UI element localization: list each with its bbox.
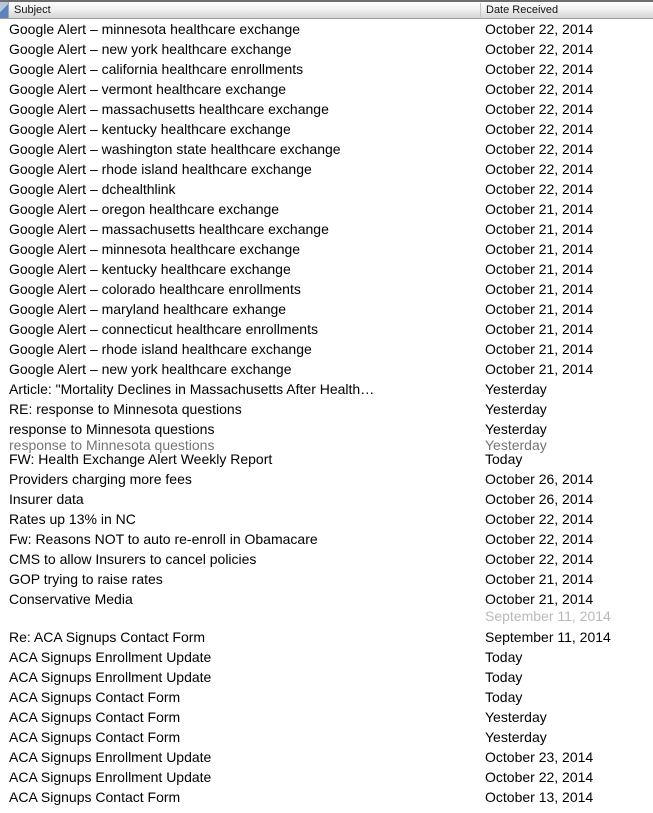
message-subject: Conservative Media	[9, 591, 133, 607]
message-subject: RE: response to Minnesota questions	[9, 401, 242, 417]
message-subject: ACA Signups Enrollment Update	[9, 749, 212, 765]
message-row[interactable]	[0, 667, 653, 687]
message-subject: response to Minnesota questions	[9, 437, 215, 453]
message-row[interactable]	[0, 239, 653, 259]
message-list	[0, 19, 653, 807]
message-row[interactable]	[0, 319, 653, 339]
message-date-received: October 21, 2014	[485, 261, 594, 277]
message-date-received: October 21, 2014	[485, 321, 594, 337]
message-subject: Google Alert – washington state healthcare exchange	[9, 141, 341, 157]
message-date-received: October 22, 2014	[485, 511, 594, 527]
message-date-received: October 21, 2014	[485, 301, 594, 317]
message-row[interactable]	[0, 39, 653, 59]
message-subject: Google Alert – minnesota healthcare exchange	[9, 21, 301, 37]
message-date-received: Today	[485, 451, 523, 467]
message-date-received: October 21, 2014	[485, 341, 594, 357]
message-row[interactable]	[0, 79, 653, 99]
message-date-received: October 21, 2014	[485, 201, 594, 217]
message-row[interactable]	[0, 259, 653, 279]
message-date-received: Yesterday	[485, 381, 547, 397]
message-row[interactable]	[0, 99, 653, 119]
message-row[interactable]	[0, 119, 653, 139]
message-row[interactable]	[0, 339, 653, 359]
message-subject: Google Alert – california healthcare enrollments	[9, 61, 304, 77]
message-date-received: Today	[485, 689, 523, 705]
message-date-received: Yesterday	[485, 421, 547, 437]
message-subject: Rates up 13% in NC	[9, 511, 136, 527]
message-row[interactable]	[0, 529, 653, 549]
column-divider[interactable]	[480, 3, 481, 17]
message-row-clipped[interactable]	[0, 437, 653, 453]
message-date-received: October 22, 2014	[485, 551, 594, 567]
message-row[interactable]	[0, 59, 653, 79]
sort-indicator-icon[interactable]	[0, 2, 9, 18]
message-row[interactable]	[0, 747, 653, 767]
message-row[interactable]	[0, 549, 653, 569]
message-date-received: October 26, 2014	[485, 491, 594, 507]
column-header-date[interactable]: Date Received	[486, 4, 559, 16]
message-row[interactable]	[0, 727, 653, 747]
message-subject: GOP trying to raise rates	[9, 571, 163, 587]
message-subject: Google Alert – colorado healthcare enrollments	[9, 281, 301, 297]
message-subject: Google Alert – rhode island healthcare exchange	[9, 341, 312, 357]
message-date-received: October 22, 2014	[485, 101, 594, 117]
message-subject: ACA Signups Contact Form	[9, 789, 181, 805]
message-date-received: Yesterday	[485, 437, 547, 453]
message-row[interactable]	[0, 647, 653, 667]
message-subject: Article: "Mortality Declines in Massachusetts After Health…	[9, 381, 375, 397]
message-row[interactable]	[0, 707, 653, 727]
message-row[interactable]	[0, 489, 653, 509]
message-subject: Google Alert – new york healthcare exchange	[9, 361, 292, 377]
message-row[interactable]	[0, 279, 653, 299]
message-subject: ACA Signups Contact Form	[9, 729, 181, 745]
message-subject: Google Alert – vermont healthcare exchange	[9, 81, 287, 97]
message-subject: Insurer data	[9, 491, 84, 507]
message-row[interactable]	[0, 509, 653, 529]
message-date-received: Yesterday	[485, 709, 547, 725]
message-row[interactable]	[0, 359, 653, 379]
message-row[interactable]	[0, 139, 653, 159]
message-row[interactable]	[0, 687, 653, 707]
list-header	[0, 0, 653, 19]
message-date-received: October 22, 2014	[485, 41, 594, 57]
message-date-received: October 22, 2014	[485, 21, 594, 37]
message-date-received: October 22, 2014	[485, 769, 594, 785]
message-subject: Google Alert – rhode island healthcare exchange	[9, 161, 312, 177]
message-row[interactable]	[0, 399, 653, 419]
message-subject: ACA Signups Enrollment Update	[9, 769, 212, 785]
message-row[interactable]	[0, 469, 653, 489]
message-subject: Google Alert – oregon healthcare exchange	[9, 201, 280, 217]
clipped-date-fragment: September 11, 2014	[485, 608, 611, 624]
message-date-received: October 22, 2014	[485, 181, 594, 197]
message-date-received: October 21, 2014	[485, 571, 594, 587]
message-subject: ACA Signups Contact Form	[9, 689, 181, 705]
message-date-received: October 21, 2014	[485, 281, 594, 297]
message-date-received: October 22, 2014	[485, 531, 594, 547]
message-subject: CMS to allow Insurers to cancel policies	[9, 551, 257, 567]
message-date-received: October 21, 2014	[485, 241, 594, 257]
message-row[interactable]	[0, 449, 653, 469]
message-row[interactable]	[0, 379, 653, 399]
message-subject: FW: Health Exchange Alert Weekly Report	[9, 451, 273, 467]
list-gap	[0, 609, 653, 627]
message-date-received: October 21, 2014	[485, 221, 594, 237]
message-date-received: October 22, 2014	[485, 121, 594, 137]
message-subject: Google Alert – massachusetts healthcare exchange	[9, 101, 329, 117]
message-subject: Re: ACA Signups Contact Form	[9, 629, 206, 645]
message-row[interactable]	[0, 767, 653, 787]
message-date-received: October 26, 2014	[485, 471, 594, 487]
message-date-received: October 22, 2014	[485, 141, 594, 157]
message-subject: response to Minnesota questions	[9, 421, 215, 437]
message-date-received: October 21, 2014	[485, 361, 594, 377]
message-subject: ACA Signups Enrollment Update	[9, 669, 212, 685]
message-date-received: October 22, 2014	[485, 61, 594, 77]
message-row[interactable]	[0, 787, 653, 807]
message-date-received: Today	[485, 669, 523, 685]
message-subject: Google Alert – minnesota healthcare exchange	[9, 241, 301, 257]
column-header-subject[interactable]: Subject	[14, 4, 51, 16]
message-subject: Google Alert – kentucky healthcare exchange	[9, 261, 291, 277]
message-row[interactable]	[0, 159, 653, 179]
message-subject: Google Alert – maryland healthcare exhange	[9, 301, 287, 317]
message-subject: Providers charging more fees	[9, 471, 192, 487]
message-row[interactable]	[0, 179, 653, 199]
message-date-received: Today	[485, 649, 523, 665]
message-row[interactable]	[0, 19, 653, 39]
message-subject: Google Alert – massachusetts healthcare exchange	[9, 221, 329, 237]
message-date-received: October 22, 2014	[485, 81, 594, 97]
message-row[interactable]	[0, 569, 653, 589]
message-subject: Fw: Reasons NOT to auto re-enroll in Obamacare	[9, 531, 318, 547]
message-date-received: October 21, 2014	[485, 591, 594, 607]
message-row[interactable]	[0, 199, 653, 219]
message-date-received: September 11, 2014	[485, 629, 611, 645]
message-date-received: Yesterday	[485, 401, 547, 417]
message-subject: ACA Signups Enrollment Update	[9, 649, 212, 665]
message-row[interactable]	[0, 219, 653, 239]
message-row[interactable]	[0, 299, 653, 319]
message-subject: Google Alert – dchealthlink	[9, 181, 176, 197]
message-row[interactable]	[0, 627, 653, 647]
message-date-received: October 13, 2014	[485, 789, 594, 805]
message-date-received: October 22, 2014	[485, 161, 594, 177]
message-date-received: Yesterday	[485, 729, 547, 745]
message-subject: ACA Signups Contact Form	[9, 709, 181, 725]
message-date-received: October 23, 2014	[485, 749, 594, 765]
message-subject: Google Alert – connecticut healthcare enrollments	[9, 321, 318, 337]
message-subject: Google Alert – new york healthcare exchange	[9, 41, 292, 57]
message-subject: Google Alert – kentucky healthcare exchange	[9, 121, 291, 137]
